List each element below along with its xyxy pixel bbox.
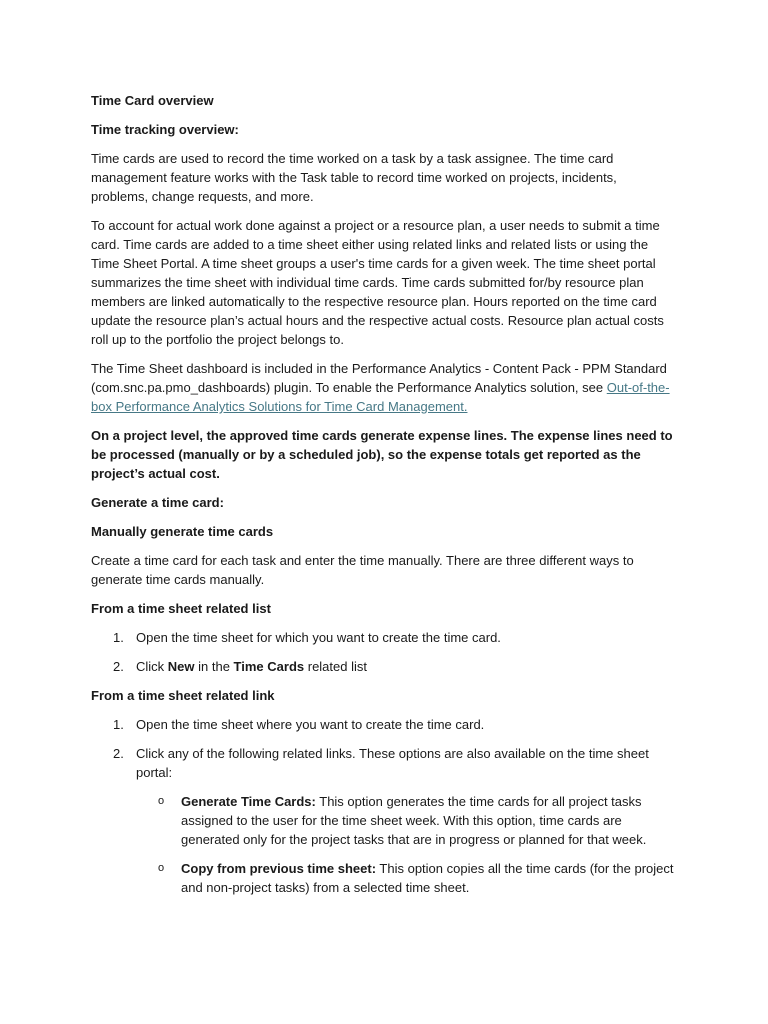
list-item-text-mid: in the bbox=[194, 659, 234, 674]
paragraph-manual: Create a time card for each task and enter the time manually. There are three different ways to generate time cards manually. bbox=[91, 553, 634, 587]
list-item-text: Open the time sheet for which you want to create the time card. bbox=[136, 630, 501, 645]
list-item-text-prefix: Click bbox=[136, 659, 168, 674]
list-item bbox=[136, 859, 677, 897]
list-item-text: Click any of the following related links. These options are also available on the time sheet portal: bbox=[136, 746, 649, 780]
list-number: 1. bbox=[113, 630, 124, 645]
paragraph-dashboard bbox=[91, 359, 677, 416]
list-number: 2. bbox=[113, 659, 124, 674]
list-item-text-suffix: related list bbox=[304, 659, 367, 674]
document-page bbox=[91, 91, 677, 907]
paragraph-expense-lines: On a project level, the approved time cards generate expense lines. The expense lines need to be processed (manually or by a scheduled job), so the expense totals get reported as the project’s actual cost. bbox=[91, 428, 673, 481]
bullet-icon: o bbox=[158, 795, 165, 807]
time-cards-term: Time Cards bbox=[233, 659, 305, 674]
list-number: 1. bbox=[113, 717, 124, 732]
document-title: Time Card overview bbox=[91, 93, 214, 108]
list-item-text: Open the time sheet where you want to create the time card. bbox=[136, 717, 485, 732]
section-heading-time-tracking: Time tracking overview: bbox=[91, 122, 239, 137]
new-term: New bbox=[167, 659, 195, 674]
paragraph-actual-work: To account for actual work done against a project or a resource plan, a user needs to submit a time card. Time cards are added to a time sheet either using related links and related lists or using the Time Sheet Portal. A time sheet groups a user's time cards for a given week. The time sheet portal summarizes the time sheet with individual time cards. Time cards submitted for/by resource plan members are linked automatically to the respective resource plan. Hours reported on the time card update the resource plan’s actual hours and the respective actual costs. Resource plan actual costs roll up to the portfolio the project belongs to. bbox=[91, 218, 664, 347]
section-heading-manual: Manually generate time cards bbox=[91, 524, 274, 539]
section-heading-generate: Generate a time card: bbox=[91, 495, 224, 510]
related-list-steps bbox=[91, 628, 677, 676]
option-description: This option generates the time cards for all project tasks assigned to the user for the time sheet week. With this option, time cards are generated only for the project tasks that are in progress or planned for that week. bbox=[181, 794, 647, 847]
option-description: This option copies all the time cards (for the project and non-project tasks) from a selected time sheet. bbox=[181, 861, 674, 895]
related-link-steps bbox=[91, 715, 677, 897]
section-heading-related-link: From a time sheet related link bbox=[91, 688, 275, 703]
option-label-copy-previous: Copy from previous time sheet: bbox=[181, 861, 377, 876]
list-number: 2. bbox=[113, 746, 124, 761]
paragraph-dashboard-text: The Time Sheet dashboard is included in the Performance Analytics - Content Pack - PPM Standard (com.snc.pa.pmo_dashboards) plugin. To enable the Performance Analytics solution, see bbox=[91, 361, 667, 395]
list-item bbox=[91, 628, 677, 647]
list-item bbox=[91, 744, 677, 897]
paragraph-time-cards-intro: Time cards are used to record the time worked on a task by a task assignee. The time card management feature works with the Task table to record time worked on projects, incidents, problems, change requests, and more. bbox=[91, 151, 617, 204]
list-item bbox=[91, 715, 677, 734]
section-heading-related-list: From a time sheet related list bbox=[91, 601, 271, 616]
list-item bbox=[91, 657, 677, 676]
bullet-icon: o bbox=[158, 862, 165, 874]
option-label-generate-time-cards: Generate Time Cards: bbox=[181, 794, 316, 809]
list-item bbox=[136, 792, 677, 849]
performance-analytics-link[interactable]: Out-of-the-box Performance Analytics Solutions for Time Card Management. bbox=[91, 380, 670, 414]
related-link-options bbox=[136, 792, 677, 897]
